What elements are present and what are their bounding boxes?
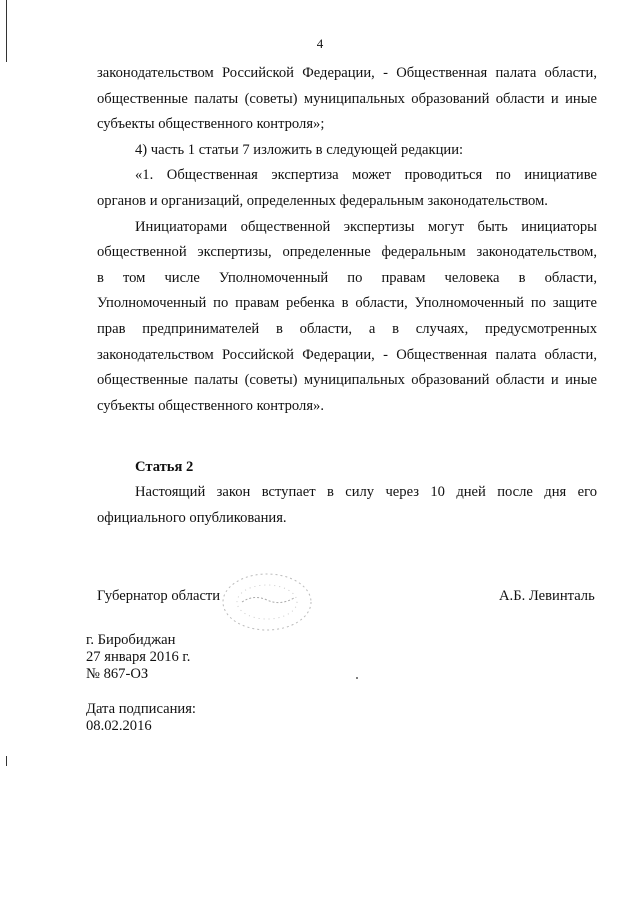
law-number: № 867-ОЗ [86, 666, 149, 682]
seal-stamp-icon [214, 570, 320, 634]
text-line: Уполномоченный по правам ребенка в области, Уполномоченный по защите [97, 295, 597, 312]
text-line: субъекты общественного контроля». [97, 397, 324, 414]
text-line: общественные палаты (советы) муниципальных образований области и иные [97, 372, 597, 389]
place: г. Биробиджан [86, 632, 176, 648]
text-line: в том числе Уполномоченный по правам человека в области, [97, 269, 597, 286]
text-line: органов и организаций, определенных федеральным законодательством. [97, 193, 548, 209]
text-line: «1. Общественная экспертиза может проводиться по инициативе [135, 167, 597, 184]
text-line: законодательством Российской Федерации, - Общественная палата области, [97, 65, 597, 81]
text-line: субъекты общественного контроля»; [97, 116, 325, 133]
binding-mark [6, 756, 7, 766]
text-line: прав предпринимателей в области, а в случаях, предусмотренных [97, 321, 597, 337]
text-line: общественные палаты (советы) муниципальных образований области и иные [97, 90, 597, 107]
signing-date: 08.02.2016 [86, 718, 152, 734]
text-line: Инициаторами общественной экспертизы могут быть инициаторы [135, 218, 597, 235]
text-line: 4) часть 1 статьи 7 изложить в следующей редакции: [135, 141, 464, 158]
article-heading: Статья 2 [135, 459, 194, 475]
text-line: законодательством Российской Федерации, - Общественная палата области, [97, 346, 597, 363]
binding-line [6, 0, 7, 62]
scan-speck [356, 677, 358, 679]
text-line: официального опубликования. [97, 509, 287, 526]
text-line: общественной экспертизы, определенные федеральным законодательством, [97, 244, 597, 261]
page-number: 4 [316, 36, 324, 51]
signature-position: Губернатор области [97, 588, 221, 604]
signature-name: А.Б. Левинталь [499, 588, 595, 604]
date: 27 января 2016 г. [86, 649, 191, 665]
text-line: Настоящий закон вступает в силу через 10 дней после дня его [135, 484, 597, 500]
signing-date-label: Дата подписания: [86, 701, 196, 717]
